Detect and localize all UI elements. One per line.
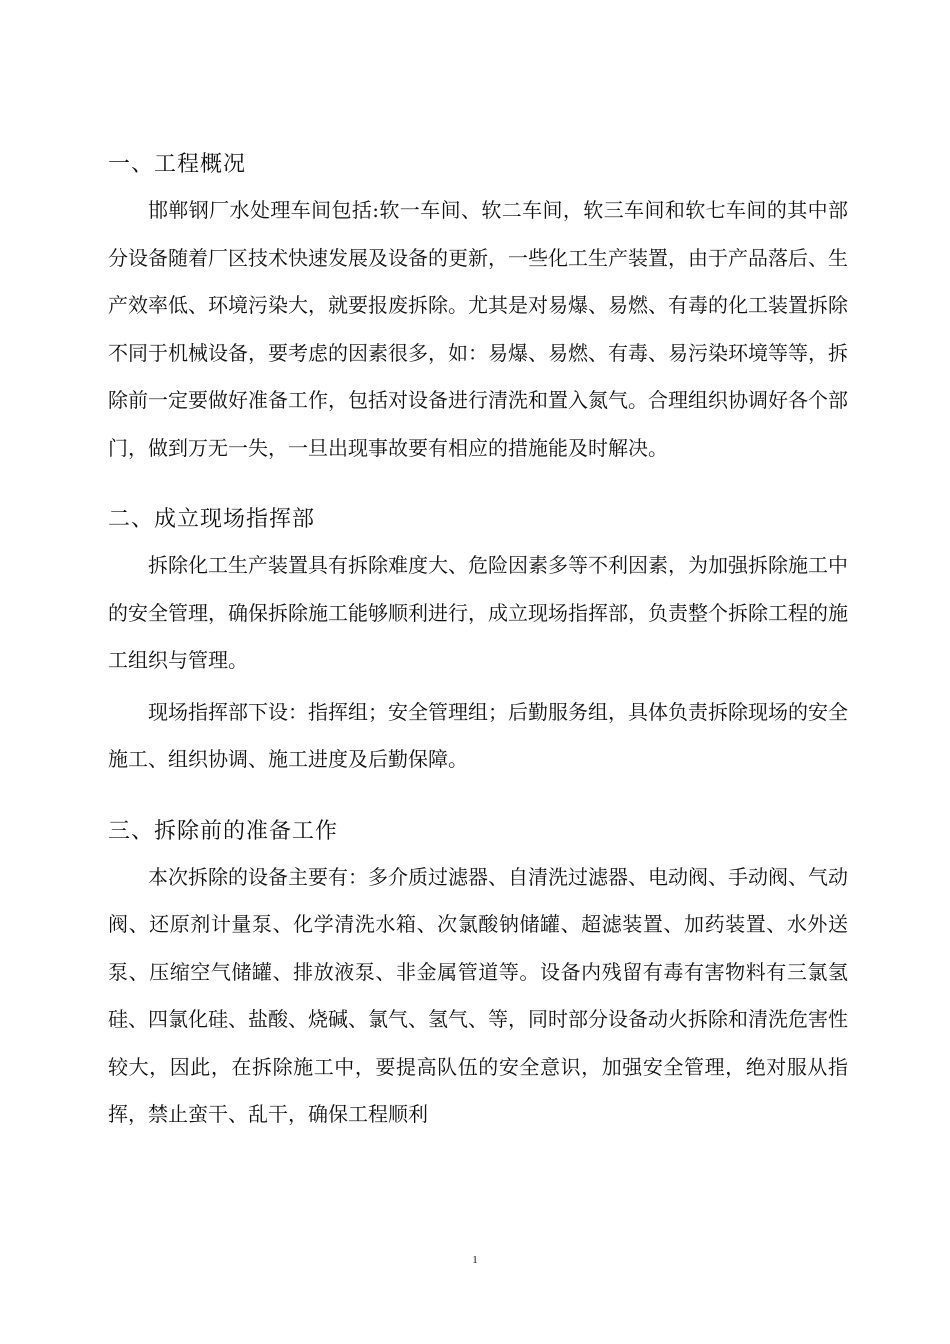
paragraph-command-center-1: 拆除化工生产装置具有拆除难度大、危险因素多等不利因素，为加强拆除施工中的安全管理，确保拆除施工能够顺利进行，成立现场指挥部，负责整个拆除工程的施工组织与管理。 bbox=[108, 553, 848, 672]
spacer bbox=[108, 472, 848, 498]
document-body bbox=[108, 143, 848, 1139]
paragraph-overview: 邯郸钢厂水处理车间包括:软一车间、软二车间，软三车间和软七车间的其中部分设备随着厂区技术快速发展及设备的更新，一些化工生产装置，由于产品落后、生产效率低、环境污染大，就要报废拆除。尤其是对易爆、易燃、有毒的化工装置拆除不同于机械设备，要考虑的因素很多，如：易爆、易燃、有毒、易污染环境等等，拆除前一定要做好准备工作，包括对设备进行清洗和置入氮气。合理组织协调好各个部门，做到万无一失，一旦出现事故要有相应的措施能及时解决。 bbox=[108, 198, 848, 460]
paragraph-preparation: 本次拆除的设备主要有：多介质过滤器、自清洗过滤器、电动阀、手动阀、气动阀、还原剂计量泵、化学清洗水箱、次氯酸钠储罐、超滤装置、加药装置、水外送泵、压缩空气储罐、排放液泵、非金属管道等。设备内残留有毒有害物料有三氯氢硅、四氯化硅、盐酸、烧碱、氯气、氢气、等，同时部分设备动火拆除和清洗危害性较大，因此，在拆除施工中，要提高队伍的安全意识，加强安全管理，绝对服从指挥，禁止蛮干、乱干，确保工程顺利 bbox=[108, 864, 848, 1126]
spacer bbox=[108, 784, 848, 810]
section-heading-command-center: 二、成立现场指挥部 bbox=[108, 507, 316, 532]
page-number: 1 bbox=[472, 1254, 478, 1266]
section-heading-overview: 一、工程概况 bbox=[108, 152, 247, 177]
section-heading-preparation: 三、拆除前的准备工作 bbox=[108, 818, 339, 844]
paragraph-command-center-2: 现场指挥部下设：指挥组；安全管理组；后勤服务组，具体负责拆除现场的安全施工、组织协调、施工进度及后勤保障。 bbox=[108, 699, 848, 771]
